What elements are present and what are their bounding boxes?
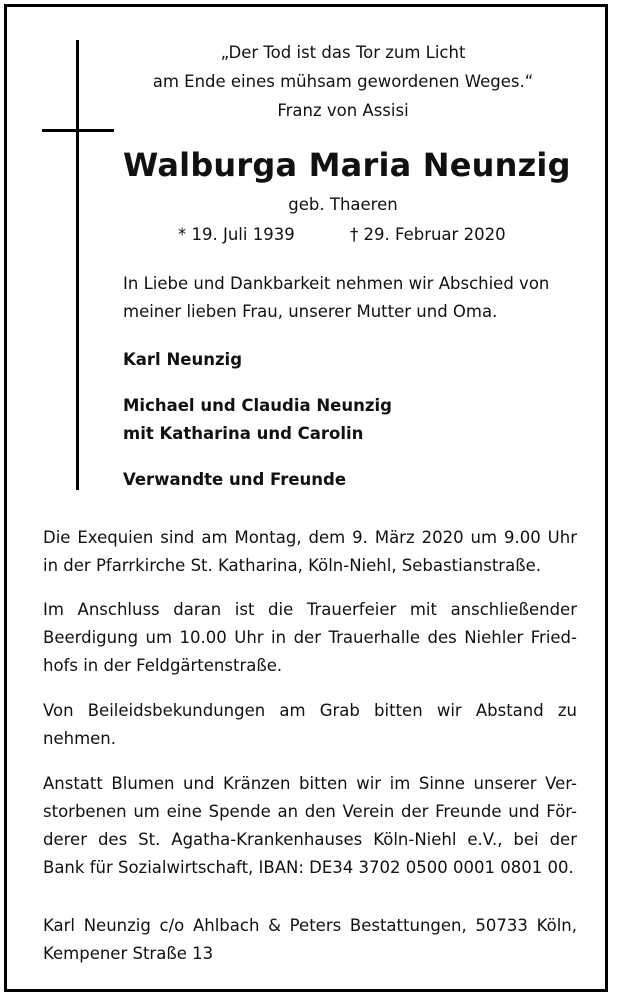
paragraph-line: in der Pfarrkirche St. Katharina, Köln-Niehl, Sebastianstraße. [43,556,541,575]
mourner-name: Verwandte und Freunde [123,470,347,489]
quote-block [123,38,563,125]
paragraph-line: Beerdigung um 10.00 Uhr in der Trauerhalle des Niehler Fried- [43,628,577,647]
cross-icon-vertical [76,40,79,490]
paragraph-line: Anstatt Blumen und Kränzen bitten wir im Sinne unserer Ver- [43,774,577,793]
paragraph-line: Von Beileidsbekundungen am Grab bitten wir Abstand zu [43,701,577,720]
paragraph-line: Im Anschluss daran ist die Trauerfeier mit anschließender [43,600,577,619]
paragraph-line: storbenen um eine Spende an den Verein der Freunde und För- [43,802,577,821]
quote-author: Franz von Assisi [277,101,409,120]
donation-paragraph [43,770,577,882]
paragraph-line: nehmen. [43,729,116,748]
paragraph-line: hofs in der Feldgärtenstraße. [43,656,283,675]
death-date: † 29. Februar 2020 [350,225,506,244]
quote-line: am Ende eines mühsam gewordenen Weges.“ [152,72,534,91]
mourner-name: mit Katharina und Carolin [123,424,364,443]
paragraph-line: Karl Neunzig c/o Ahlbach & Peters Bestattungen, 50733 Köln, [43,916,577,935]
farewell-line: In Liebe und Dankbarkeit nehmen wir Abschied von [123,274,550,293]
mourner-name: Michael und Claudia Neunzig [123,396,392,415]
paragraph-line: Bank für Sozialwirtschaft, IBAN: DE34 3702 0500 0001 0801 00. [43,858,574,877]
paragraph-line: Kempener Straße 13 [43,944,214,963]
paragraph-line: Die Exequien sind am Montag, dem 9. März 2020 um 9.00 Uhr [43,528,577,547]
contact-address [43,912,577,968]
cross-icon-horizontal [42,129,114,132]
burial-paragraph [43,596,577,680]
mourner-group [123,392,392,448]
deceased-name: Walburga Maria Neunzig [123,146,571,184]
birth-name: geb. Thaeren [288,195,398,214]
mourner-name: Karl Neunzig [123,350,243,369]
farewell-line: meiner lieben Frau, unserer Mutter und Oma. [123,302,498,321]
farewell-text [123,270,563,326]
condolence-paragraph [43,697,577,753]
birth-date: * 19. Juli 1939 [178,225,295,244]
funeral-mass-paragraph [43,524,577,580]
paragraph-line: derer des St. Agatha-Krankenhauses Köln-Niehl e.V., bei der [43,830,577,849]
quote-line: „Der Tod ist das Tor zum Licht [220,43,466,62]
